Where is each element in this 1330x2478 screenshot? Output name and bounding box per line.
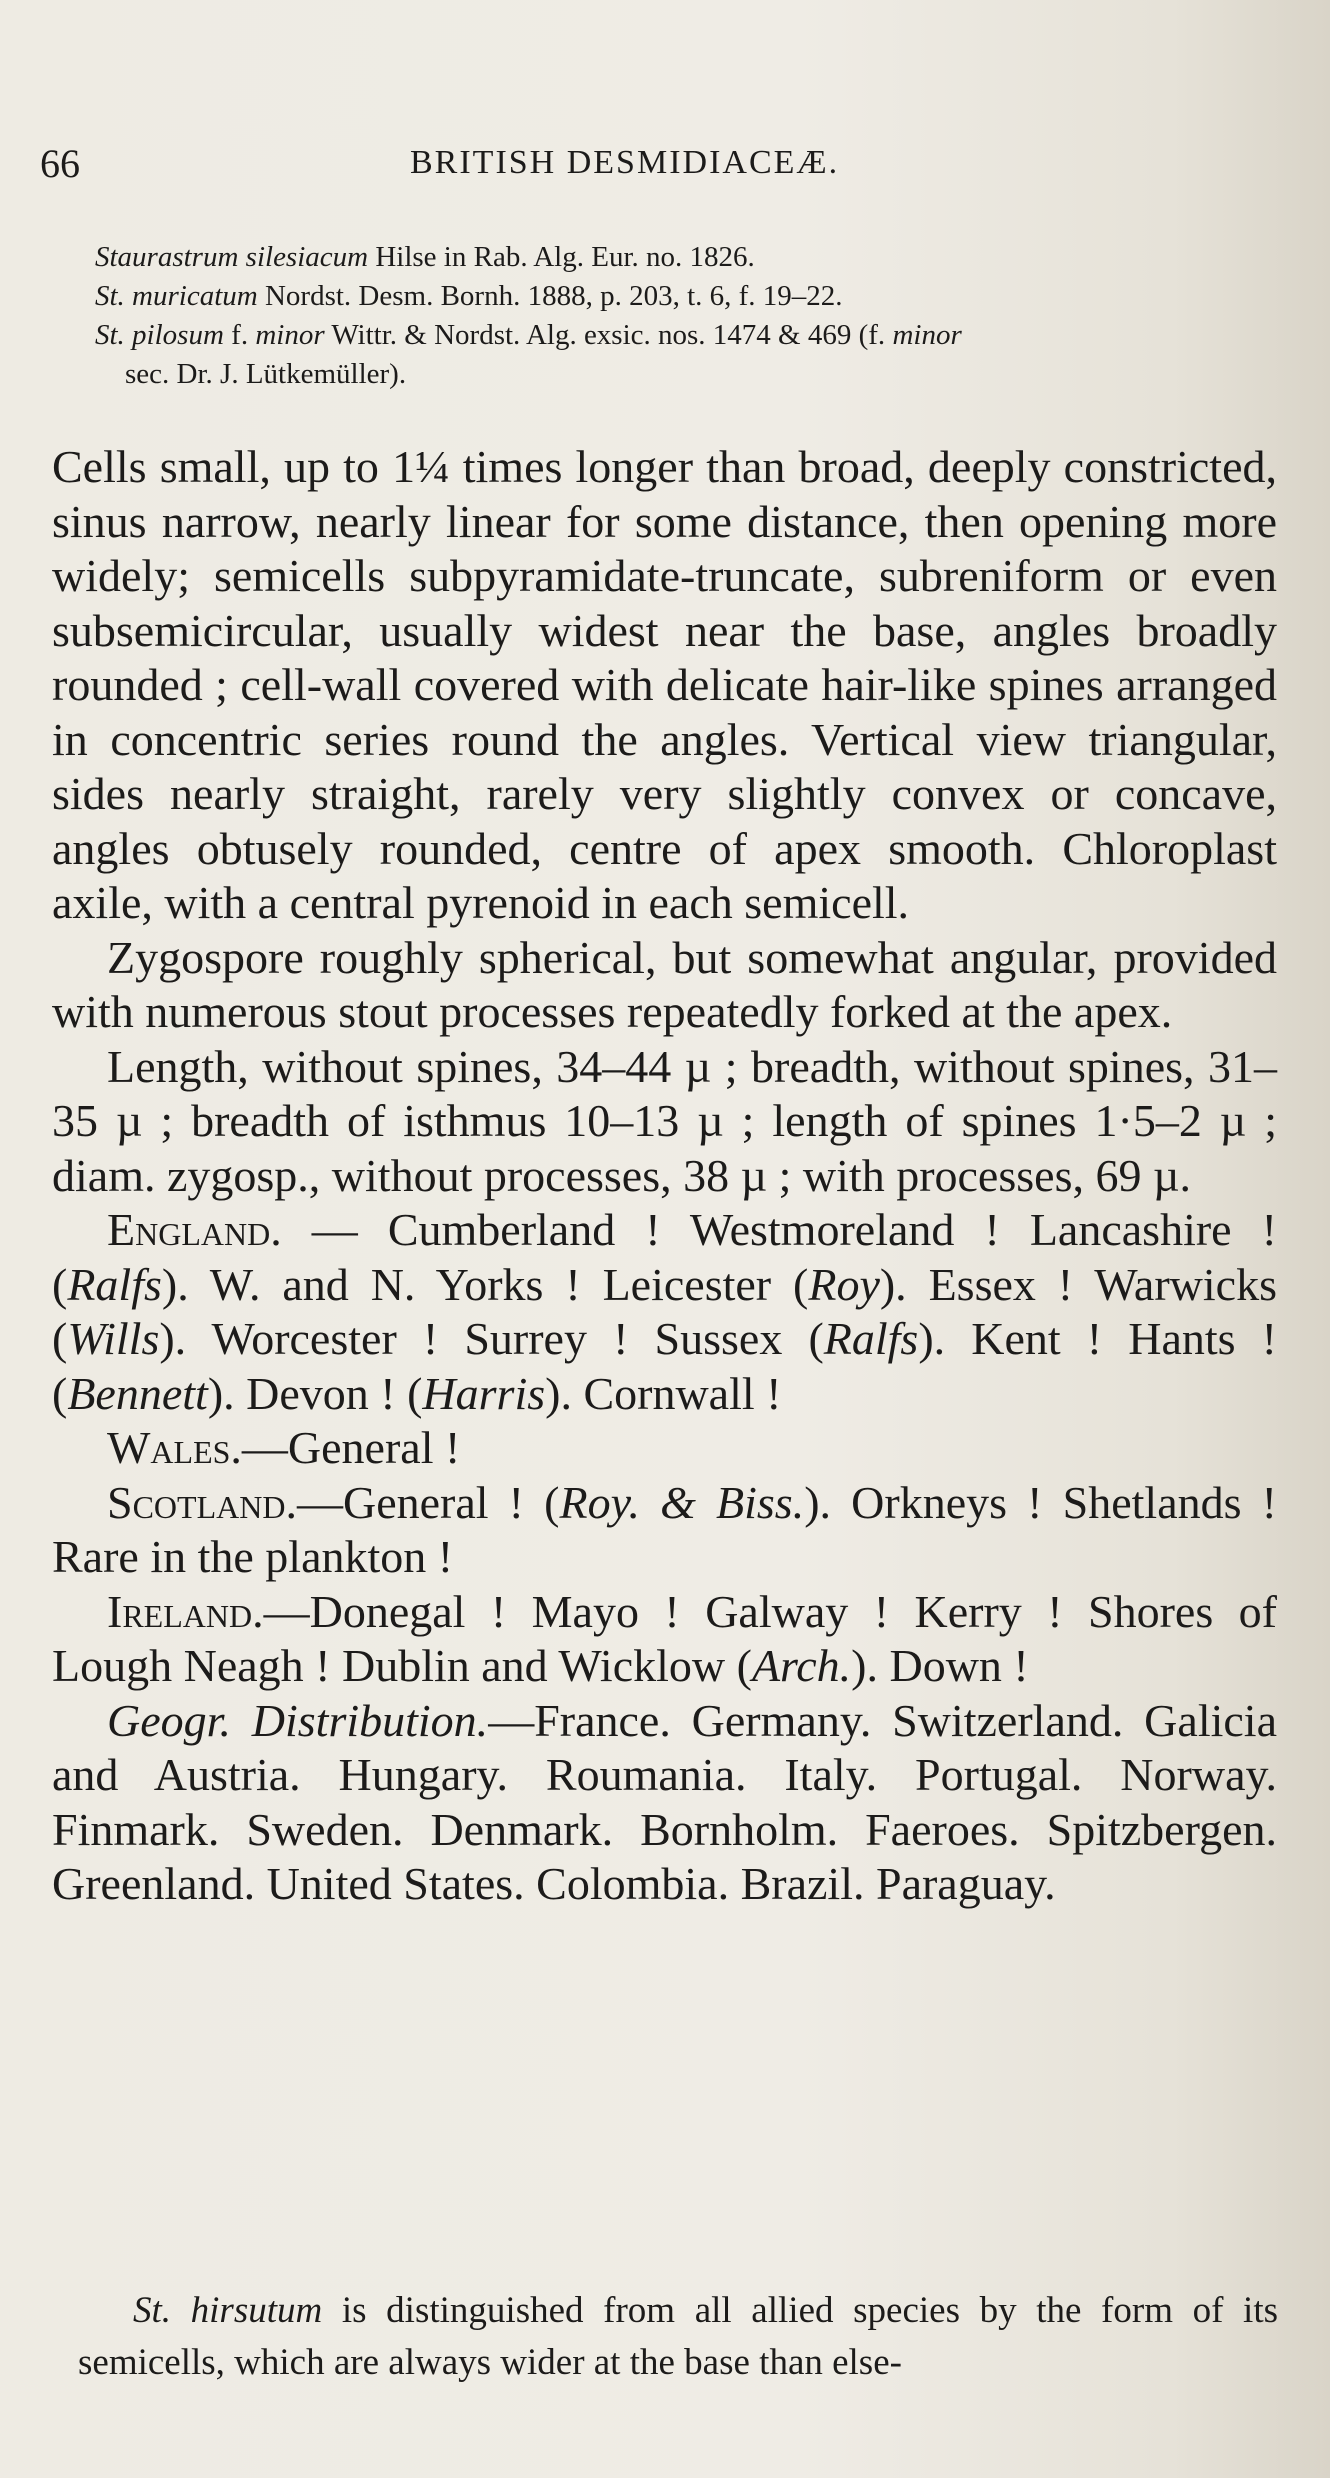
synonym-entry-continued: sec. Dr. J. Lütkemüller). xyxy=(125,358,407,390)
page-number: 66 xyxy=(40,141,80,186)
region-label: Wales. xyxy=(107,1422,242,1473)
ireland-records: Ireland.—Donegal ! Mayo ! Galway ! Kerry ! Shores of Lough Neagh ! Dublin and Wicklow (Arch.). Down ! xyxy=(52,1585,1277,1691)
page-header xyxy=(40,140,1280,200)
taxonomic-note: St. hirsutum is distinguished from all allied species by the form of its semicells, which are always wider at the base than else- xyxy=(78,2290,1279,2383)
region-label: England. xyxy=(107,1204,282,1255)
distribution-label: Geogr. Distribution. xyxy=(107,1694,489,1746)
wales-records: Wales.—General ! xyxy=(107,1422,461,1473)
england-records: England. — Cumberland ! Westmoreland ! Lancashire ! (Ralfs). W. and N. Yorks ! Leicester (Roy). Essex ! Warwicks (Wills). Worcester ! Surrey ! Sussex (Ralfs). Kent ! Hants ! (Bennett). Devon ! (Harris). Cornwall ! xyxy=(52,1204,1277,1419)
scotland-records: Scotland.—General ! (Roy. & Biss.). Orkneys ! Shetlands ! Rare in the plankton ! xyxy=(52,1476,1277,1582)
species-description xyxy=(52,440,1277,1912)
measurements-paragraph: Length, without spines, 34–44 µ ; breadth, without spines, 31–35 µ ; breadth of isthmus 10–13 µ ; length of spines 1·5–2 µ ; diam. zygosp., without processes, 38 µ ; with processes, 69 µ. xyxy=(52,1040,1277,1201)
running-title: BRITISH DESMIDIACEÆ. xyxy=(410,144,840,181)
synonym-entry: Staurastrum silesiacum Hilse in Rab. Alg. Eur. no. 1826. xyxy=(95,241,755,273)
zygospore-paragraph: Zygospore roughly spherical, but somewhat angular, provided with numerous stout processes repeatedly forked at the apex. xyxy=(52,931,1277,1037)
region-label: Scotland. xyxy=(107,1476,297,1528)
geographic-distribution: Geogr. Distribution.—France. Germany. Switzerland. Galicia and Austria. Hungary. Roumania. Italy. Portugal. Norway. Finmark. Sweden. Denmark. Bornholm. Faeroes. Spitzbergen. Greenland. United States. Colombia. Brazil. Paraguay. xyxy=(52,1694,1277,1909)
synonym-list xyxy=(95,238,1285,394)
synonym-entry: St. pilosum f. minor Wittr. & Nordst. Alg. exsic. nos. 1474 & 469 (f. minor xyxy=(95,319,962,351)
synonym-entry: St. muricatum Nordst. Desm. Bornh. 1888, p. 203, t. 6, f. 19–22. xyxy=(95,280,843,312)
region-label: Ireland. xyxy=(107,1585,264,1637)
description-paragraph: Cells small, up to 1¼ times longer than broad, deeply constricted, sinus narrow, nearly linear for some distance, then opening more widely; semicells subpyramidate-truncate, subreniform or even subsemicircular, usually widest near the base, angles broadly rounded ; cell-wall covered with delicate hair-like spines arranged in concentric series round the angles. Vertical view triangular, sides nearly straight, rarely very slightly convex or concave, angles obtusely rounded, centre of apex smooth. Chloroplast axile, with a central pyrenoid in each semicell. xyxy=(52,441,1277,928)
